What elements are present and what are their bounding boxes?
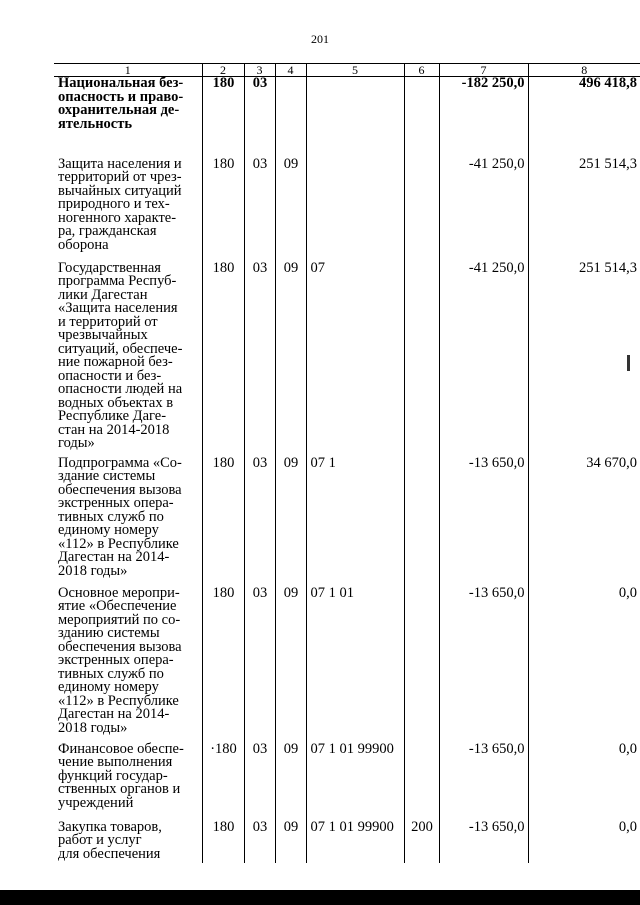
expense-code <box>404 262 439 457</box>
change-amount: -13 650,0 <box>439 587 528 743</box>
section-code: 03 <box>244 77 275 158</box>
subsection-code: 09 <box>275 821 306 863</box>
row-name: Государственная программа Респуб- лики Дагестан «Защита населения и территорий от чрезвычайных ситуаций, обеспече- ние пожарной без- опасности и без- опасности людей на водных объектах в Республике Даге- стан на 2014-2018 годы» <box>58 259 183 451</box>
total-amount: 0,0 <box>528 743 640 821</box>
section-code: 03 <box>244 457 275 587</box>
subsection-code: 09 <box>275 158 306 262</box>
target-code <box>306 77 404 158</box>
row-name: Закупка товаров, работ и услуг для обеспечения <box>58 818 162 862</box>
table-row <box>54 158 640 262</box>
total-amount: 251 514,3 <box>528 158 640 262</box>
change-amount: -13 650,0 <box>439 743 528 821</box>
column-header: 7 <box>439 64 528 77</box>
expense-code <box>404 457 439 587</box>
target-code: 07 1 01 99900 <box>306 821 404 863</box>
subsection-code <box>275 77 306 158</box>
target-code: 07 <box>306 262 404 457</box>
target-code: 07 1 01 99900 <box>306 743 404 821</box>
change-amount: -41 250,0 <box>439 158 528 262</box>
page-number: 201 <box>311 32 329 46</box>
column-header: 3 <box>244 64 275 77</box>
ministry-code: 180 <box>202 587 244 743</box>
target-code: 07 1 01 <box>306 587 404 743</box>
table-row <box>54 821 640 863</box>
ministry-code: 180 <box>202 77 244 158</box>
row-name: Защита населения и территорий от чрез- вычайных ситуаций природного и тех- ногенного характе- ра, гражданская оборона <box>58 155 182 253</box>
section-code: 03 <box>244 821 275 863</box>
column-header: 4 <box>275 64 306 77</box>
expense-code: 200 <box>404 821 439 863</box>
section-code: 03 <box>244 158 275 262</box>
subsection-code: 09 <box>275 457 306 587</box>
row-name: Национальная без- опасность и право- охранительная де- ятельность <box>58 75 184 132</box>
table-row <box>54 262 640 457</box>
section-code: 03 <box>244 262 275 457</box>
subsection-code: 09 <box>275 587 306 743</box>
total-amount: 251 514,3 <box>528 262 640 457</box>
total-amount: 34 670,0 <box>528 457 640 587</box>
table-row <box>54 457 640 587</box>
total-amount: 496 418,8 <box>528 77 640 158</box>
table-row <box>54 743 640 821</box>
target-code: 07 1 <box>306 457 404 587</box>
expense-code <box>404 587 439 743</box>
change-amount: -13 650,0 <box>439 821 528 863</box>
subsection-code: 09 <box>275 262 306 457</box>
column-header: 6 <box>404 64 439 77</box>
target-code <box>306 158 404 262</box>
budget-table <box>54 63 640 863</box>
subsection-code: 09 <box>275 743 306 821</box>
column-header: 1 <box>54 64 202 77</box>
total-amount: 0,0 <box>528 587 640 743</box>
total-amount: 0,0 <box>528 821 640 863</box>
section-code: 03 <box>244 743 275 821</box>
expense-code <box>404 743 439 821</box>
table-row <box>54 77 640 158</box>
expense-code <box>404 77 439 158</box>
column-header: 8 <box>528 64 640 77</box>
scan-bottom-edge <box>0 890 640 905</box>
column-header: 5 <box>306 64 404 77</box>
expense-code <box>404 158 439 262</box>
ministry-code: 180 <box>202 262 244 457</box>
change-amount: -13 650,0 <box>439 457 528 587</box>
ministry-code: 180 <box>202 821 244 863</box>
column-header: 2 <box>202 64 244 77</box>
ministry-code: 180 <box>202 158 244 262</box>
ministry-code: ·180 <box>202 743 244 821</box>
table-row <box>54 587 640 743</box>
row-name: Основное меропри- ятие «Обеспечение мероприятий по со- зданию системы обеспечения вызова экстренных опера- тивных служб по единому номеру «112» в Республике Дагестан на 2014- 2018 годы» <box>58 584 182 736</box>
scan-mark <box>627 355 630 371</box>
row-name: Финансовое обеспе- чение выполнения функций государ- ственных органов и учреждений <box>58 740 184 811</box>
change-amount: -41 250,0 <box>439 262 528 457</box>
change-amount: -182 250,0 <box>439 77 528 158</box>
ministry-code: 180 <box>202 457 244 587</box>
row-name: Подпрограмма «Со- здание системы обеспечения вызова экстренных опера- тивных служб по единому номеру «112» в Республике Дагестан на 2014- 2018 годы» <box>58 454 182 579</box>
section-code: 03 <box>244 587 275 743</box>
